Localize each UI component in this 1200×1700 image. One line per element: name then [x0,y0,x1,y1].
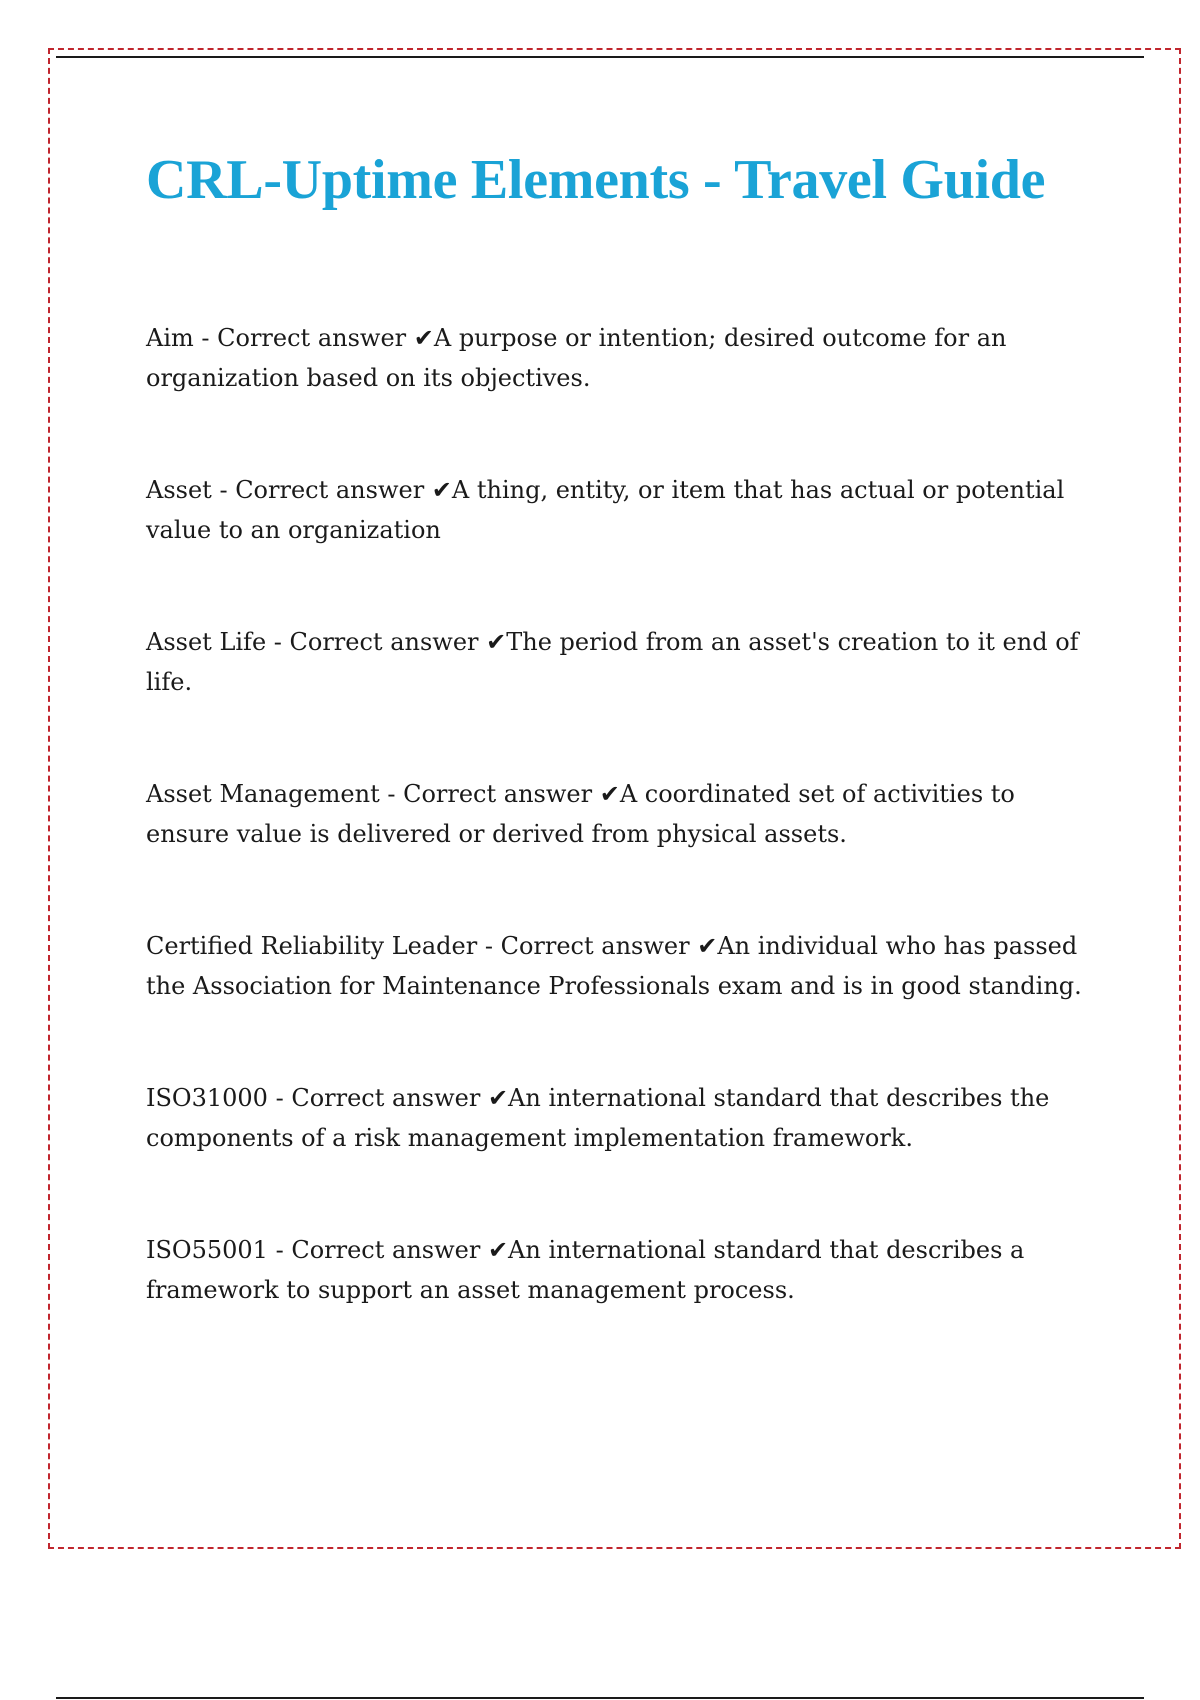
answer-prefix: Correct answer [217,324,414,352]
answer-prefix: Correct answer [291,1236,488,1264]
list-item [146,926,1086,1006]
answer-prefix: Correct answer [291,1084,488,1112]
entry-definition: An international standard that describes a framework to support an asset management process. [146,1236,1025,1304]
bottom-rule [56,1697,1144,1699]
separator: - [477,932,501,960]
entry-term: Asset [146,476,212,504]
entry-definition: An individual who has passed the Association for Maintenance Professionals exam and is in good standing. [146,932,1082,1000]
flashcard-list [146,318,1086,1382]
list-item [146,470,1086,550]
entry-definition: The period from an asset's creation to it end of life. [146,628,1079,696]
separator: - [193,324,218,352]
list-item [146,1078,1086,1158]
list-item [146,1230,1086,1310]
check-icon: ✔ [413,324,434,352]
list-item [146,318,1086,398]
separator: - [379,780,404,808]
answer-prefix: Correct answer [235,476,432,504]
entry-term: ISO31000 [146,1084,268,1112]
entry-definition: A coordinated set of activities to ensure value is delivered or derived from physical assets. [146,780,1015,848]
answer-prefix: Correct answer [500,932,698,960]
list-item [146,774,1086,854]
check-icon: ✔ [486,628,507,656]
separator: - [266,628,290,656]
answer-prefix: Correct answer [289,628,487,656]
entry-definition: A purpose or intention; desired outcome for an organization based on its objectives. [146,324,1007,392]
top-rule [56,56,1144,58]
check-icon: ✔ [487,1084,509,1112]
check-icon: ✔ [697,932,718,960]
entry-term: ISO55001 [146,1236,268,1264]
entry-term: Aim [146,324,194,352]
separator: - [267,1084,292,1112]
separator: - [211,476,236,504]
entry-term: Asset Life [146,628,267,656]
check-icon: ✔ [599,780,620,808]
page-title: CRL-Uptime Elements - Travel Guide [146,149,1046,211]
answer-prefix: Correct answer [403,780,600,808]
entry-term: Certified Reliability Leader [146,932,478,960]
check-icon: ✔ [431,476,452,504]
entry-definition: A thing, entity, or item that has actual or potential value to an organization [146,476,1065,544]
entry-term: Asset Management [146,780,380,808]
check-icon: ✔ [487,1236,509,1264]
separator: - [267,1236,292,1264]
list-item [146,622,1086,702]
entry-definition: An international standard that describes the components of a risk management implementation framework. [146,1084,1050,1152]
